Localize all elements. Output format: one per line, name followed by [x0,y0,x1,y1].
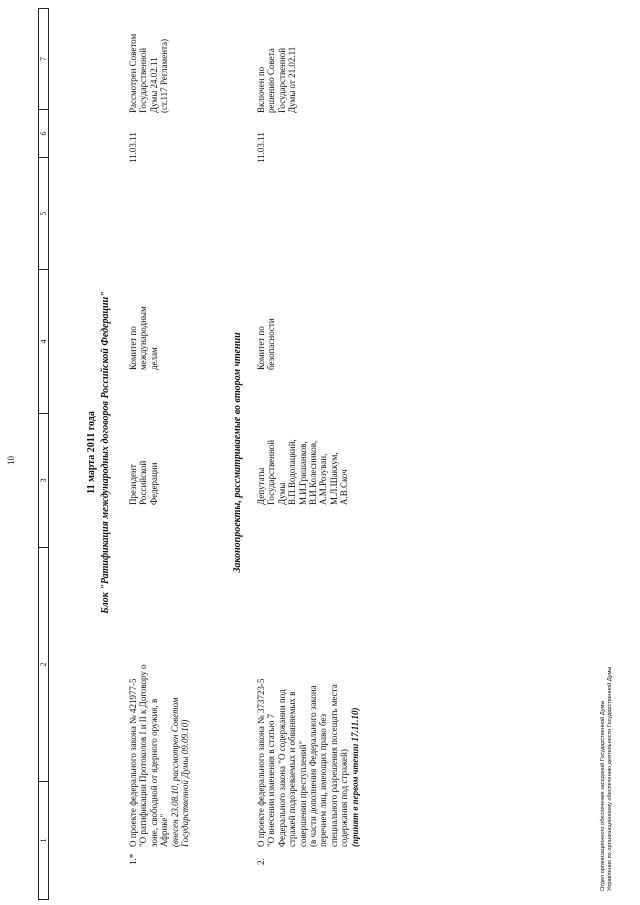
row-1-note-line: (внесен 23.08.10, рассмотрен Советом [169,697,180,847]
column-header-4: 4 [39,269,48,413]
row-1-note-line: Государственной Думы 09.09.10) [180,719,191,847]
row-2-number: 2. [256,858,266,865]
row-2-description-line: Федерального закона "О содержании под [276,689,287,847]
row-2-description-line: (в части дополнения Федерального закона [308,685,319,847]
row-1-description [128,547,190,847]
column-header-6: 6 [39,109,48,157]
row-1-initiator-line: Федерации [148,462,159,505]
row-2-committee-line: Комитет по [256,326,266,370]
row-2-initiator [256,385,350,505]
row-2-date: 11.03.11 [256,132,266,163]
row-1-status-line: Думы 24.02.11 [148,57,159,113]
page-number: 10 [6,456,16,465]
row-1-committee-line: Комитет по [128,326,138,370]
row-2-initiator-line: В.И.Колесников, [308,440,319,505]
section-title: Законопроекты, рассматриваемые во втором чтении [232,332,243,573]
row-1-description-line: зоне, свободной от ядерного оружия, в [148,698,159,847]
row-1-committee-line: делам [148,347,159,370]
row-1-description-line: Африке" [159,813,170,847]
row-2-description-line: стражей подозреваемых и обвиняемых в [287,691,298,847]
row-2-initiator-line: Думы [276,482,287,505]
row-1-status-line: Государственной [138,47,149,113]
row-1-status [128,3,170,113]
row-2-initiator-line: В.П.Водолацкий, [287,439,298,505]
row-2-initiator-line: Государственной [266,439,277,505]
row-2-status [256,3,298,113]
footer-line: Управление по организационному обеспечению деятельности Государственной Думы [607,666,613,891]
row-2-initiator-line: А.В.Скоч [339,469,350,505]
row-1-committee-line: международным [138,306,149,370]
row-2-description-line: "О внесении изменения в статью 7 [266,713,277,847]
row-1-description-line: О проекте федерального закона № 421977-5 [128,678,138,847]
column-header-3: 3 [39,413,48,547]
row-1-initiator-line: Российской [138,460,149,505]
footer-line: Отдел организационного обеспечения заседаний Государственной Думы [600,700,606,891]
row-2-status-line: Включен по [256,66,266,113]
column-header-2: 2 [39,547,48,781]
row-2-description-line: перечнем лиц, имеющих право без [318,713,329,847]
row-1-description-line: "О ратификации Протоколов I и II к Договору о [138,664,149,847]
column-header-7: 7 [39,57,48,61]
row-2-description-line: специального разрешения посещать места [328,684,339,847]
row-1-initiator-line: Президент [128,464,138,505]
footer [600,667,614,891]
row-1-initiator [128,385,159,505]
row-2-description-line: содержания под стражей) [339,749,350,847]
row-2-committee-line: безопасности [266,318,277,370]
row-2-note-line: (принят в первом чтении 17.11.10) [349,707,360,847]
row-1-status-line: (ст.117 Регламента) [159,38,170,113]
row-2-description-line: О проекте федерального закона № 373723-5 [256,678,266,847]
column-header-1: 1 [39,781,48,899]
row-2-status-line: Думы от 21.02.11 [287,46,298,113]
row-2-status-line: решению Совета [266,48,277,113]
row-2-initiator-line: М.Л.Шаккум, [328,452,339,505]
date-title: 11 марта 2011 года [86,411,97,494]
row-1-date: 11.03.11 [128,132,138,163]
column-header-row [38,8,49,900]
row-2-initiator-line: А.М.Розуван, [318,453,329,505]
row-2-committee [256,250,277,370]
block-title: Блок "Ратификация международных договоров Российской Федерации" [100,291,111,614]
column-header-5: 5 [39,157,48,269]
row-2-description [256,547,360,847]
row-2-initiator-line: Депутаты [256,467,266,505]
row-2-status-line: Государственной [276,47,287,113]
row-1-status-line: Рассмотрен Советом [128,33,138,113]
row-2-description-line: совершении преступлений" [297,740,308,847]
row-1-committee [128,250,159,370]
row-1-number: 1.* [128,853,138,865]
row-2-initiator-line: М.И.Гришанков, [297,441,308,505]
